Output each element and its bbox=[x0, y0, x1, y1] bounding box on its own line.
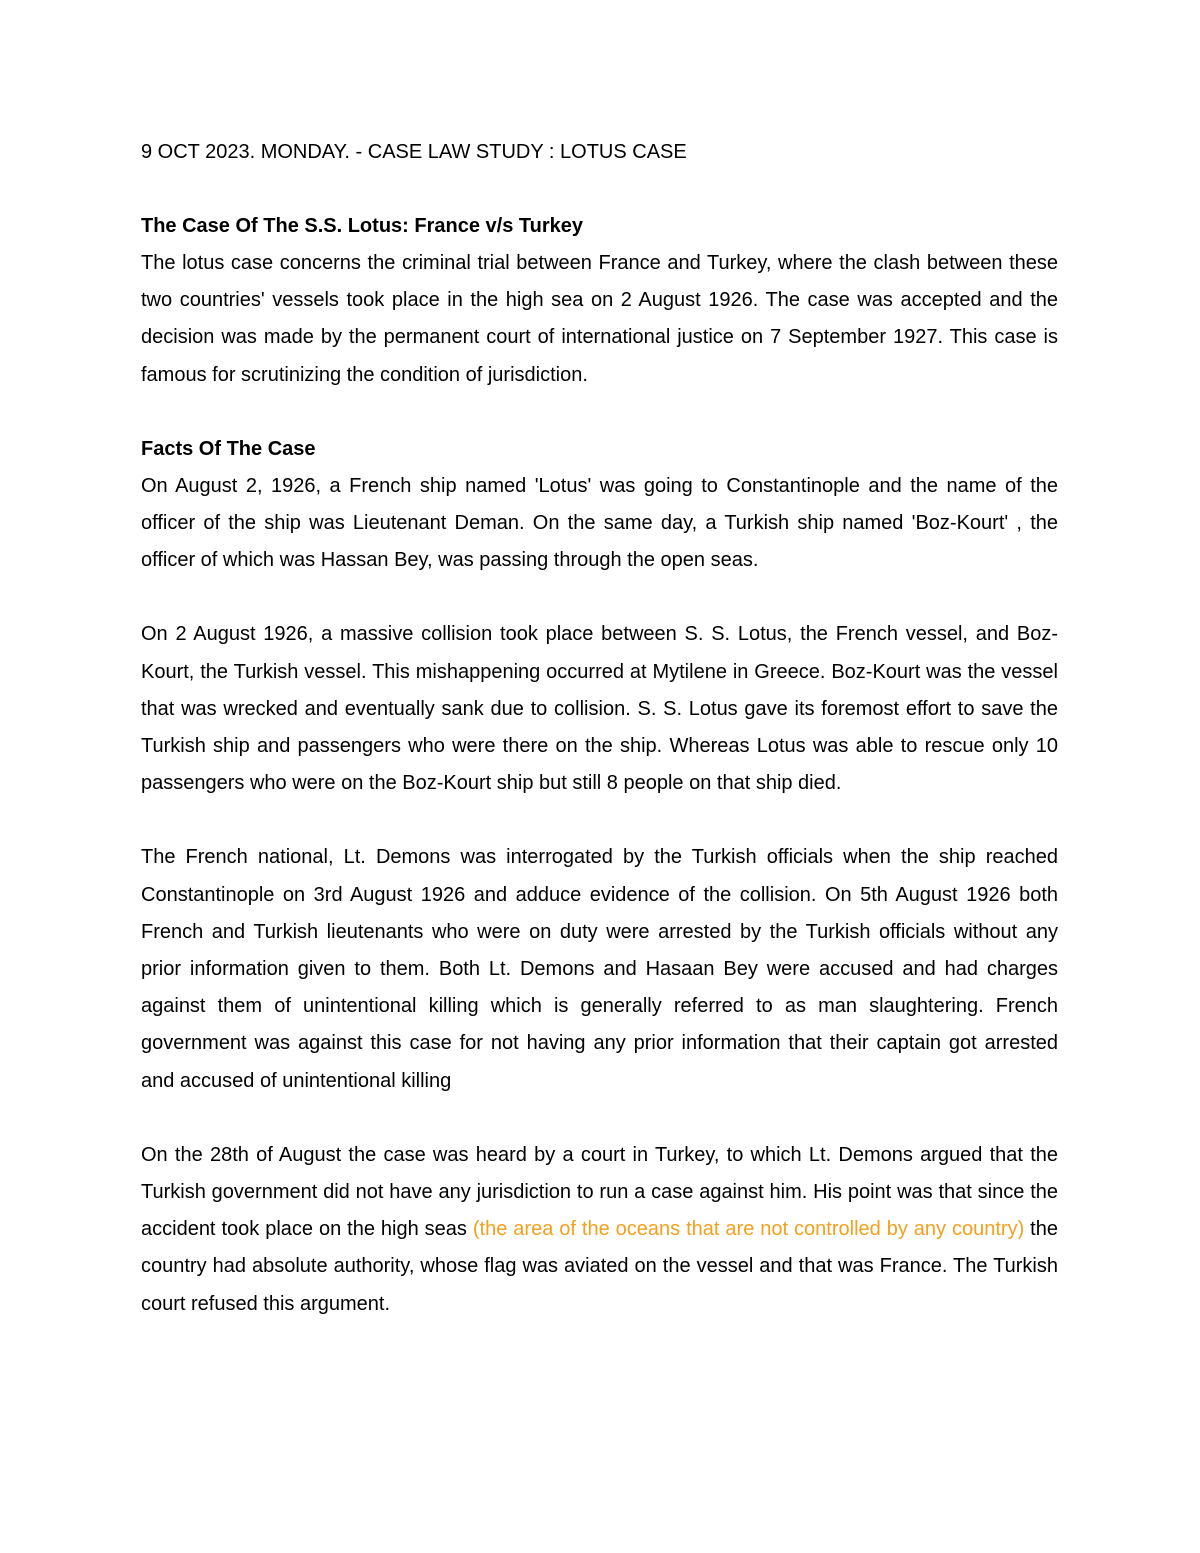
facts-paragraph-4 bbox=[141, 1137, 1058, 1323]
high-seas-definition-highlight: (the area of the oceans that are not controlled by any country) bbox=[472, 1218, 1025, 1241]
paragraph-4-text-end: the country had absolute authority, whose flag was aviated on the vessel and that was France. The Turkish court refused this argument. bbox=[141, 1218, 1058, 1315]
document-page bbox=[141, 134, 1058, 1323]
intro-paragraph: The lotus case concerns the criminal trial between France and Turkey, where the clash between these two countries' vessels took place in the high sea on 2 August 1926. The case was accepted and the decision was made by the permanent court of international justice on 7 September 1927. This case is famous for scrutinizing the condition of jurisdiction. bbox=[141, 252, 1058, 386]
facts-heading: Facts Of The Case bbox=[141, 437, 316, 460]
blank-line bbox=[141, 802, 1058, 839]
blank-line bbox=[141, 171, 1058, 208]
facts-paragraph-3: The French national, Lt. Demons was interrogated by the Turkish officials when the ship reached Constantinople on 3rd August 1926 and adduce evidence of the collision. On 5th August 1926 both French and Turkish lieutenants who were on duty were arrested by the Turkish officials without any prior information given to them. Both Lt. Demons and Hasaan Bey were accused and had charges against them of unintentional killing which is generally referred to as man slaughtering. French government was against this case for not having any prior information that their captain got arrested and accused of unintentional killing bbox=[141, 846, 1058, 1092]
facts-paragraph-2: On 2 August 1926, a massive collision took place between S. S. Lotus, the French vessel, and Boz-Kourt, the Turkish vessel. This mishappening occurred at Mytilene in Greece. Boz-Kourt was the vessel that was wrecked and eventually sank due to collision. S. S. Lotus gave its foremost effort to save the Turkish ship and passengers who were there on the ship. Whereas Lotus was able to rescue only 10 passengers who were on the Boz-Kourt ship but still 8 people on that ship died. bbox=[141, 623, 1058, 795]
facts-paragraph-1: On August 2, 1926, a French ship named 'Lotus' was going to Constantinople and the name of the officer of the ship was Lieutenant Deman. On the same day, a Turkish ship named 'Boz-Kourt' , the officer of which was Hassan Bey, was passing through the open seas. bbox=[141, 474, 1058, 572]
document-date-title: 9 OCT 2023. MONDAY. - CASE LAW STUDY : LOTUS CASE bbox=[141, 141, 687, 163]
case-title-heading: The Case Of The S.S. Lotus: France v/s Turkey bbox=[141, 215, 583, 237]
blank-line bbox=[141, 1100, 1058, 1137]
blank-line bbox=[141, 579, 1058, 616]
paragraph-4-text-start: On the 28th of August the case was heard by a court in Turkey, to which Lt. Demons argued that the Turkish government did not have any jurisdiction to run a case against him. His point was that since the accident took place on the high seas bbox=[141, 1143, 1058, 1241]
blank-line bbox=[141, 394, 1058, 431]
